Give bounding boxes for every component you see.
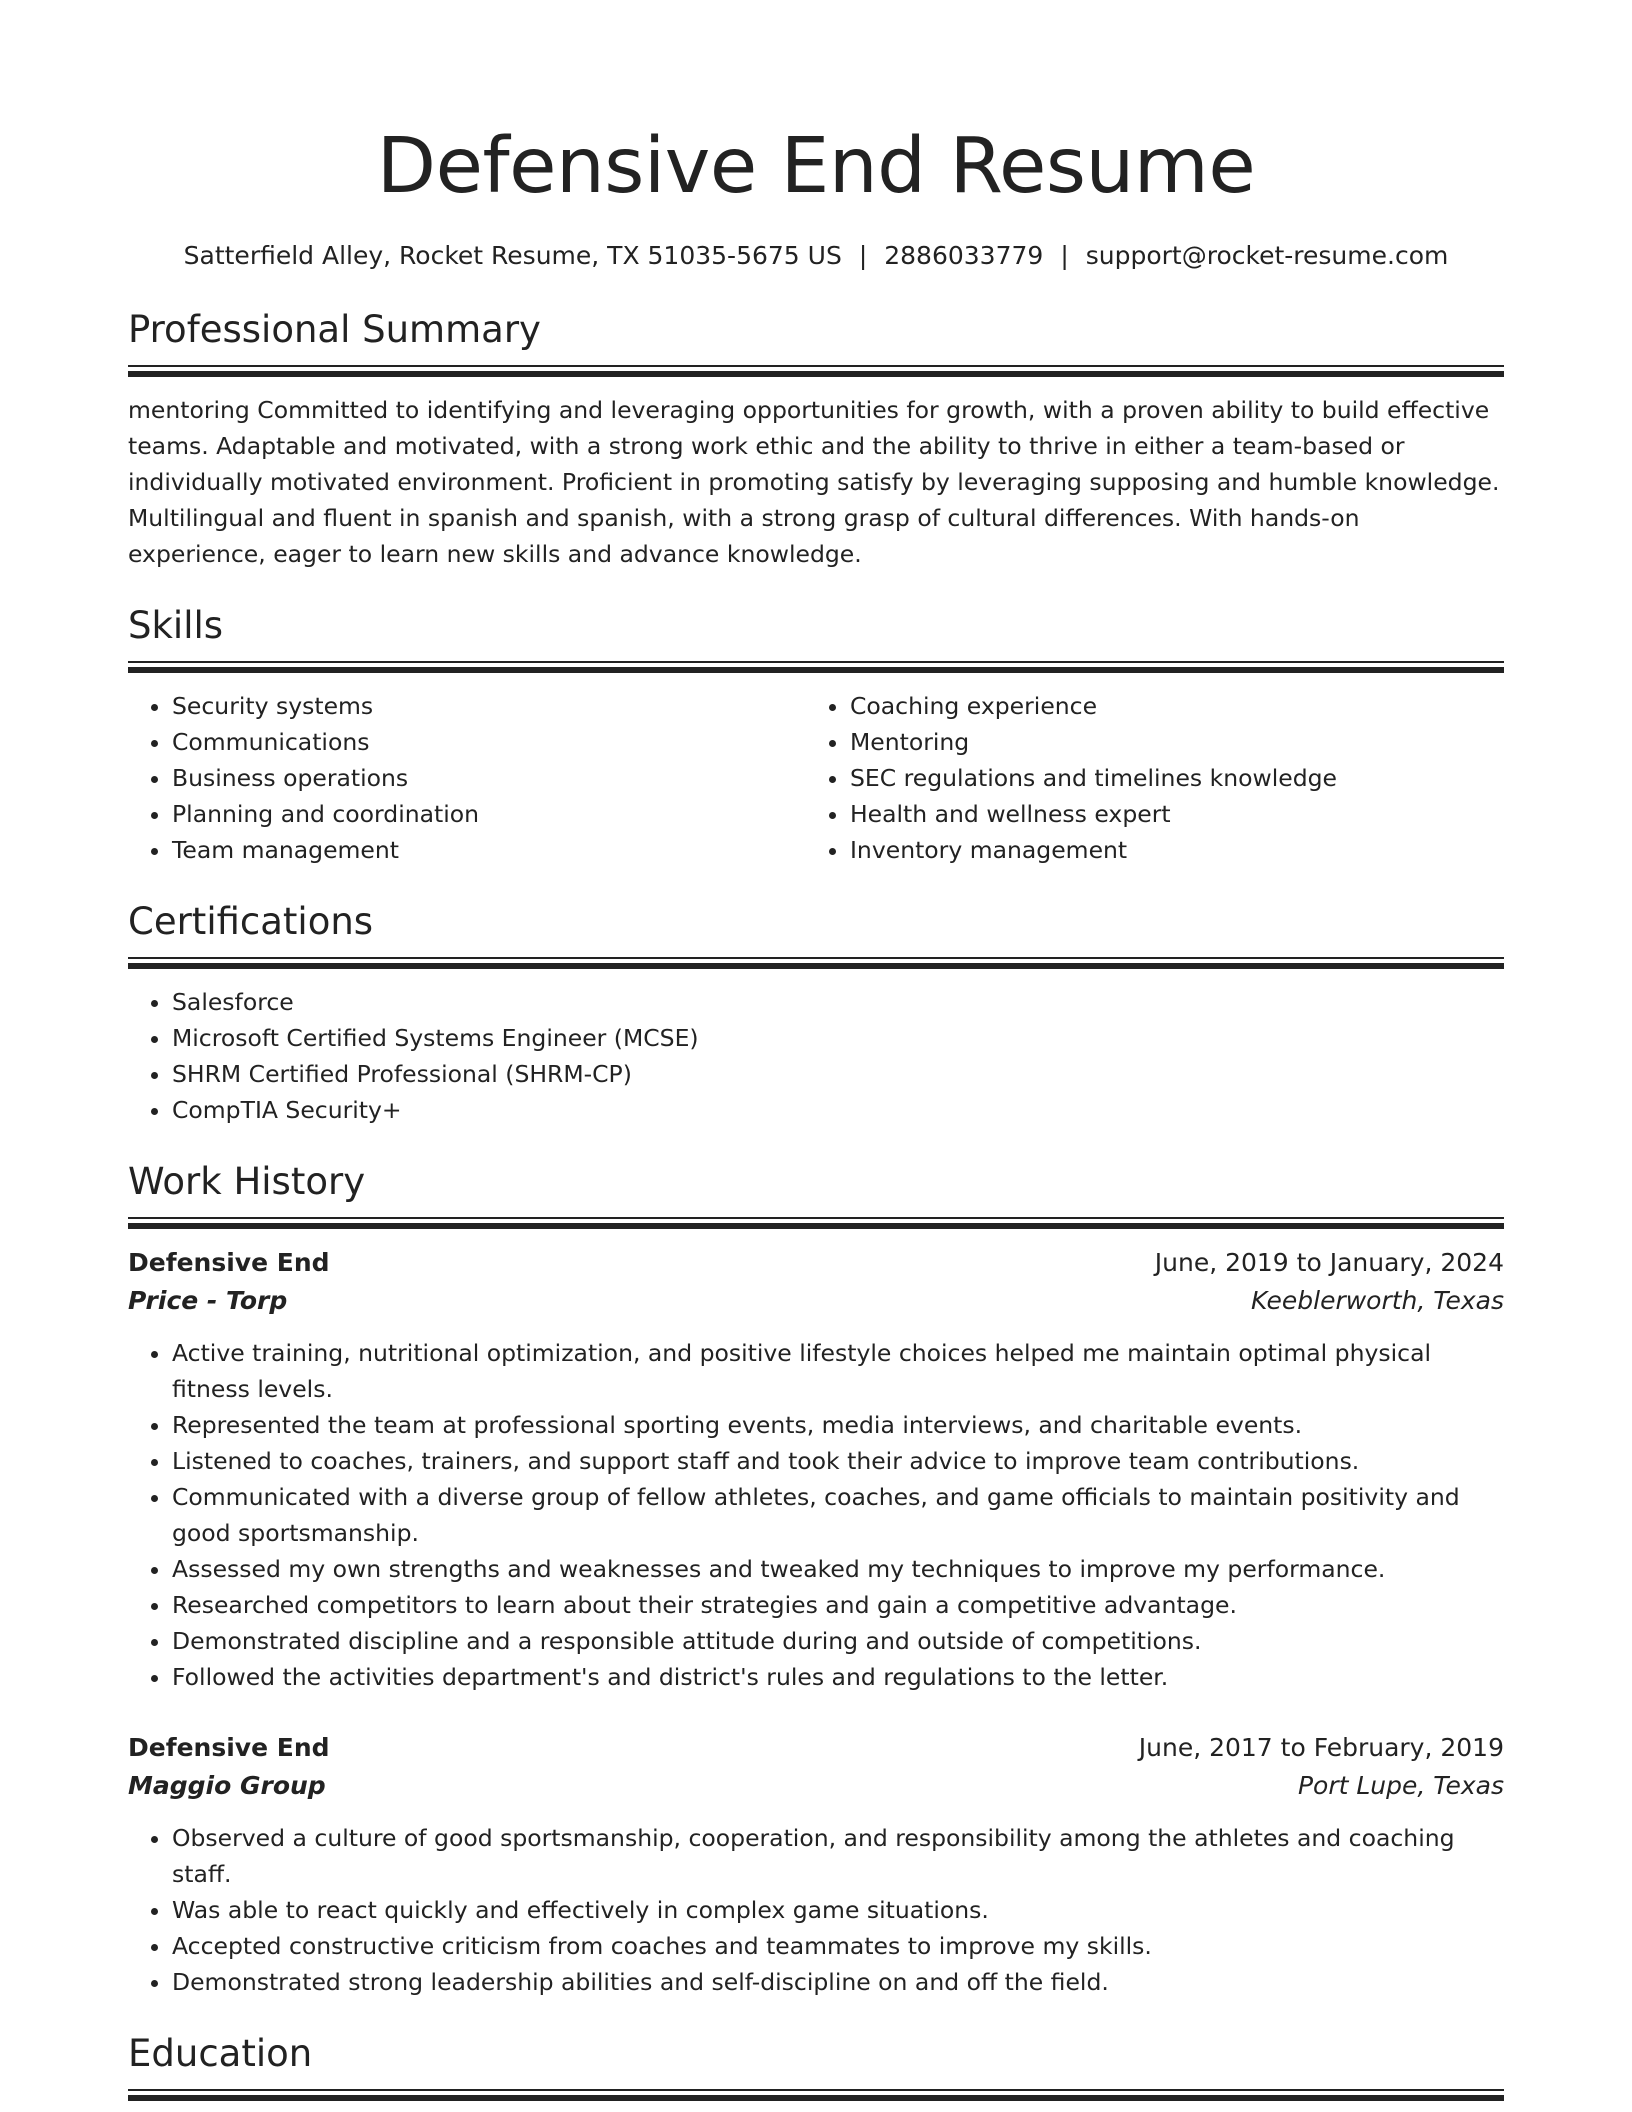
list-item: • Observed a culture of good sportsmanship, cooperation, and responsibility among the athletes and coaching staff. [172,1820,1504,1892]
job-location: Keeblerworth, Texas [1250,1286,1504,1315]
list-item: • CompTIA Security+ [172,1092,1504,1128]
list-item: • Mentoring [850,724,1484,760]
education-section [128,2032,1504,2101]
certifications-list [128,984,1504,1128]
list-item: • Listened to coaches, trainers, and support staff and took their advice to improve team contributions. [172,1443,1504,1479]
section-divider [128,1217,1504,1229]
contact-separator: | [1060,241,1069,270]
job-entry [128,1244,1504,1695]
summary-text: mentoring Committed to identifying and leveraging opportunities for growth, with a proven ability to build effective teams. Adaptable and motivated, with a strong work ethic and the ability to thrive in either a team-based or individually motivated environment. Proficient in promoting satisfy by leveraging supposing and humble knowledge. Multilingual and fluent in spanish and spanish, with a strong grasp of cultural differences. With hands-on experience, eager to learn new skills and advance knowledge. [128,396,1500,568]
list-item: • Followed the activities department's and district's rules and regulations to the letter. [172,1659,1504,1695]
list-item: • Microsoft Certified Systems Engineer (MCSE) [172,1020,1504,1056]
job-company-row [128,1282,1504,1320]
contact-email: support@rocket-resume.com [1085,241,1449,270]
job-company: Price - Torp [128,1286,288,1315]
job-title: Defensive End [128,1733,330,1762]
contact-phone: 2886033779 [884,241,1044,270]
job-bullets [128,1335,1504,1695]
work-section [128,1160,1504,2000]
job-header-row [128,1244,1504,1282]
list-item: • Health and wellness expert [850,796,1484,832]
list-item: • Assessed my own strengths and weaknesses and tweaked my techniques to improve my performance. [172,1551,1504,1587]
resume-page [128,0,1504,2101]
job-title: Defensive End [128,1248,330,1277]
job-header-row [128,1729,1504,1767]
section-title-education: Education [128,2032,313,2075]
skills-list-right [806,688,1484,868]
list-item: • Communicated with a diverse group of fellow athletes, coaches, and game officials to maintain positivity and good sportsmanship. [172,1479,1504,1551]
summary-section [128,308,1504,572]
section-title-work: Work History [128,1160,366,1203]
job-entry [128,1729,1504,2000]
list-item: • Demonstrated discipline and a responsible attitude during and outside of competitions. [172,1623,1504,1659]
skills-section [128,604,1504,868]
list-item: • Accepted constructive criticism from coaches and teammates to improve my skills. [172,1928,1504,1964]
list-item: • Demonstrated strong leadership abilities and self-discipline on and off the field. [172,1964,1504,2000]
list-item: • Communications [172,724,806,760]
section-divider [128,2089,1504,2101]
job-bullets [128,1820,1504,2000]
contact-separator: | [858,241,868,270]
contact-line [128,238,1504,274]
certifications-section [128,900,1504,1128]
job-company-row [128,1767,1504,1805]
list-item: • Coaching experience [850,688,1484,724]
job-dates: June, 2019 to January, 2024 [1154,1248,1504,1277]
list-item: • Salesforce [172,984,1504,1020]
section-title-certifications: Certifications [128,900,374,943]
section-title-skills: Skills [128,604,224,647]
list-item: • Inventory management [850,832,1484,868]
list-item: • Was able to react quickly and effectively in complex game situations. [172,1892,1504,1928]
list-item: • SHRM Certified Professional (SHRM-CP) [172,1056,1504,1092]
section-divider [128,957,1504,969]
job-dates: June, 2017 to February, 2019 [1138,1733,1504,1762]
list-item: • SEC regulations and timelines knowledge [850,760,1484,796]
skills-grid [128,688,1504,868]
resume-title: Defensive End Resume [376,122,1256,211]
list-item: • Active training, nutritional optimization, and positive lifestyle choices helped me maintain optimal physical fitness levels. [172,1335,1504,1407]
list-item: • Planning and coordination [172,796,806,832]
job-location: Port Lupe, Texas [1297,1771,1504,1800]
job-company: Maggio Group [128,1771,326,1800]
contact-address: Satterfield Alley, Rocket Resume, TX 51035-5675 US [183,241,842,270]
skills-list-left [128,688,806,868]
list-item: • Security systems [172,688,806,724]
section-divider [128,365,1504,377]
list-item: • Business operations [172,760,806,796]
section-divider [128,661,1504,673]
section-title-summary: Professional Summary [128,308,541,351]
list-item: • Team management [172,832,806,868]
list-item: • Researched competitors to learn about their strategies and gain a competitive advantage. [172,1587,1504,1623]
list-item: • Represented the team at professional sporting events, media interviews, and charitable events. [172,1407,1504,1443]
